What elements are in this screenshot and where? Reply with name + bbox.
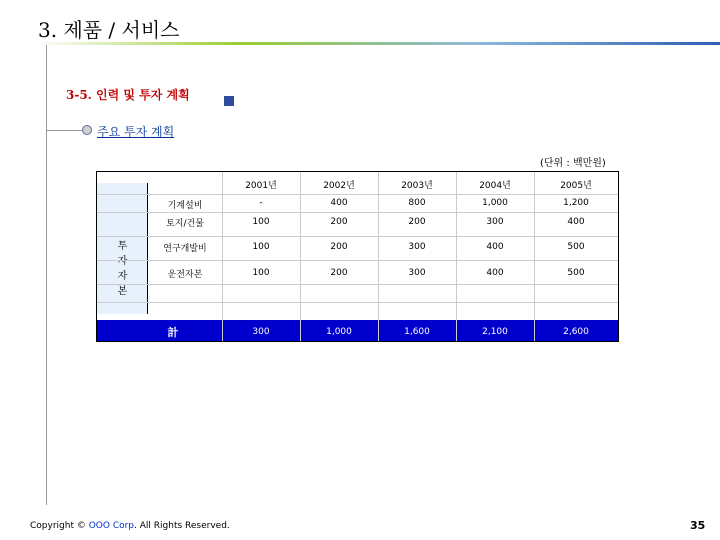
- row-label: 기계설비: [167, 201, 203, 211]
- table-cell: 800: [408, 198, 426, 208]
- copyright-brand: OOO Corp: [88, 521, 135, 531]
- title-gradient-bar: [34, 42, 720, 45]
- row-divider: [97, 284, 618, 285]
- total-cell: 300: [252, 327, 270, 337]
- table-cell: 500: [567, 268, 585, 278]
- table-cell: 400: [567, 217, 585, 227]
- row-label: 연구개발비: [163, 244, 207, 254]
- section-title: 3-5. 인력 및 투자 계획: [66, 88, 190, 102]
- row-divider: [97, 194, 618, 195]
- year-header: 2003년: [401, 181, 433, 191]
- year-header: 2002년: [323, 181, 355, 191]
- row-divider: [97, 236, 618, 237]
- row-label: 운전자본: [167, 270, 203, 280]
- connector-line: [46, 130, 82, 131]
- table-cell: 200: [408, 217, 426, 227]
- table-cell: 400: [486, 268, 504, 278]
- group-label-char: 자: [117, 271, 128, 282]
- page-title: 3. 제품 / 서비스: [38, 18, 180, 42]
- unit-note: (단위 : 백만원): [540, 158, 606, 169]
- total-cell: 1,000: [326, 327, 352, 337]
- table-cell: 200: [330, 217, 348, 227]
- left-vertical-rule: [46, 45, 47, 505]
- row-divider: [97, 260, 618, 261]
- table-cell: 100: [252, 268, 270, 278]
- table-cell: 500: [567, 242, 585, 252]
- table-cell: 300: [408, 242, 426, 252]
- total-label: 計: [167, 326, 179, 339]
- row-divider: [97, 302, 618, 303]
- table-cell: 1,200: [563, 198, 589, 208]
- row-divider: [97, 212, 618, 213]
- total-cell: 1,600: [404, 327, 430, 337]
- footer-copyright: [30, 521, 230, 531]
- subsection-title: 주요 투자 계획: [97, 125, 175, 139]
- group-label-char: 본: [117, 286, 128, 297]
- table-cell: 100: [252, 217, 270, 227]
- year-header: 2005년: [560, 181, 592, 191]
- table-cell: 400: [486, 242, 504, 252]
- square-bullet-icon: [224, 96, 234, 106]
- table-cell: 300: [408, 268, 426, 278]
- year-header: 2004년: [479, 181, 511, 191]
- table-cell: 300: [486, 217, 504, 227]
- total-cell: 2,600: [563, 327, 589, 337]
- investment-table: [96, 171, 619, 342]
- table-cell: 400: [330, 198, 348, 208]
- table-cell: 200: [330, 242, 348, 252]
- table-cell: 100: [252, 242, 270, 252]
- page-number: 35: [690, 519, 706, 532]
- table-cell: -: [259, 198, 263, 208]
- copyright-suffix: . All Rights Reserved.: [134, 521, 230, 531]
- row-label: 토지/건물: [166, 219, 204, 229]
- year-header: 2001년: [245, 181, 277, 191]
- table-cell: 200: [330, 268, 348, 278]
- table-cell: 1,000: [482, 198, 508, 208]
- group-label-char: 투: [117, 241, 128, 252]
- circle-bullet-icon: [82, 125, 92, 135]
- copyright-prefix: Copyright ©: [30, 521, 89, 531]
- row-group-band: [97, 183, 148, 314]
- group-label: [97, 239, 148, 299]
- total-cell: 2,100: [482, 327, 508, 337]
- group-label-char: 자: [117, 256, 128, 267]
